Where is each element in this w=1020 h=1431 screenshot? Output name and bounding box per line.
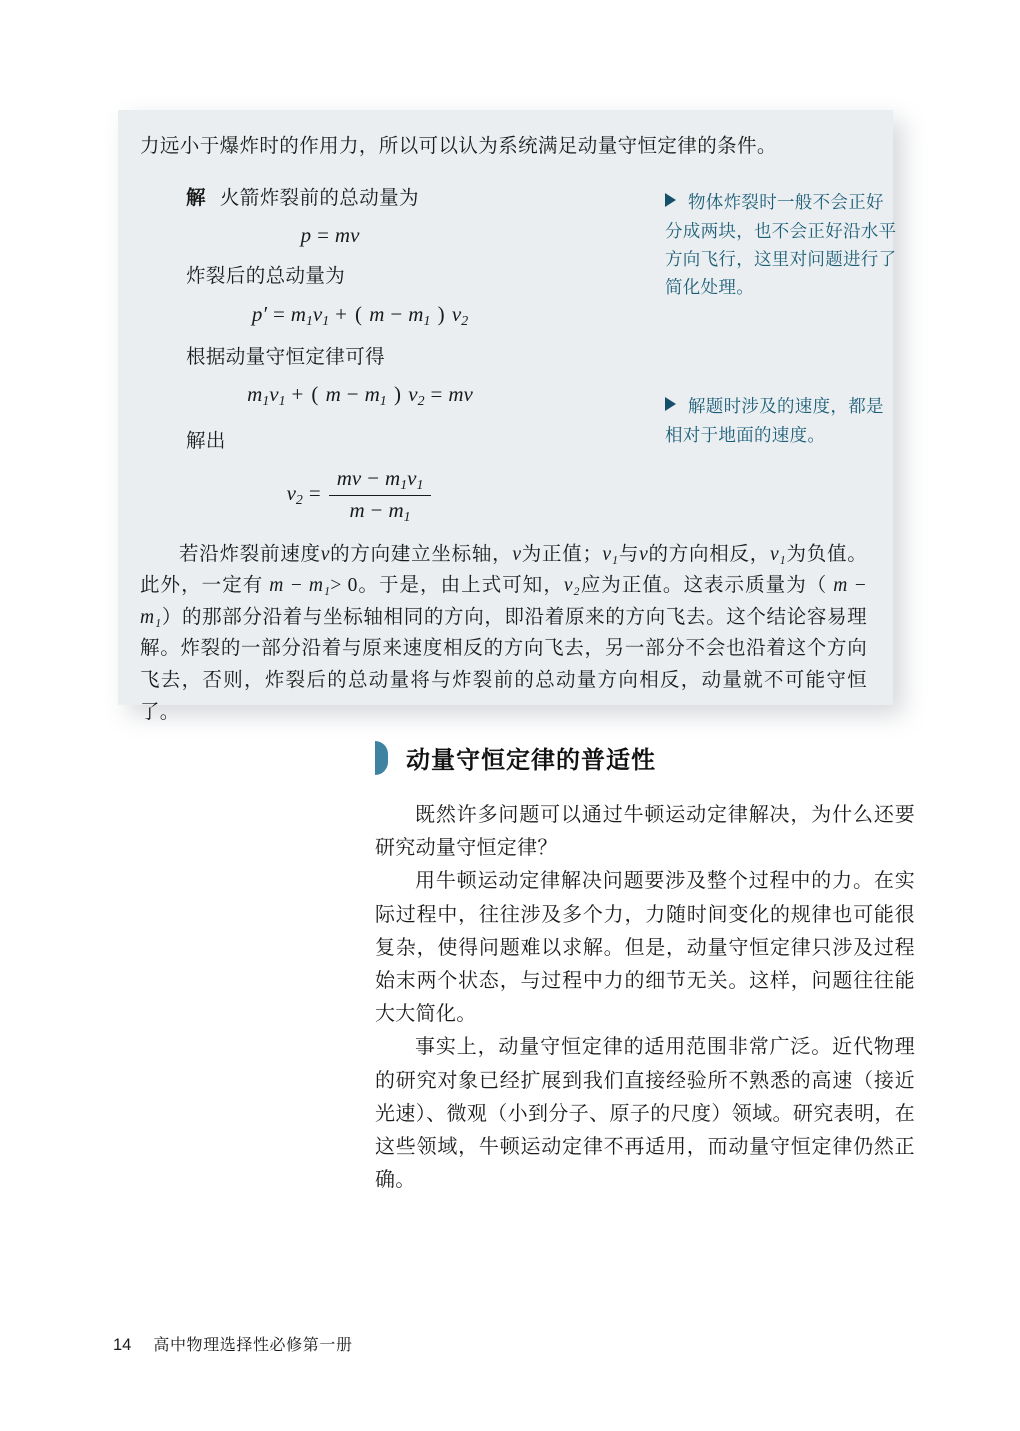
section-body	[375, 799, 915, 1197]
equation-1: p = mv	[300, 223, 360, 248]
solution-tag: 解	[186, 188, 206, 210]
section-paragraph-2: 用牛顿运动定律解决问题要涉及整个过程中的力。在实际过程中，往往涉及多个力，力随时间变化的规律也可能很复杂，使得问题难以求解。但是，动量守恒定律只涉及过程始末两个状态，与过程中力的细节无关。这样，问题往往能大大简化。	[375, 870, 915, 1026]
equation-4: $v_2$ = $\frac{mv - m_1v_1}{m - m_1}$	[140, 466, 640, 525]
lead-line: 力远小于爆炸时的作用力，所以可以认为系统满足动量守恒定律的条件。	[140, 136, 777, 157]
solution-text-1: 火箭炸裂前的总动量为	[219, 188, 419, 210]
section-heading-text: 动量守恒定律的普适性	[406, 747, 656, 774]
section-universality	[375, 740, 915, 1197]
solution-and-notes	[140, 184, 897, 525]
section-heading	[375, 740, 915, 775]
discussion-paragraph	[140, 539, 867, 728]
page-number: 14	[113, 1336, 132, 1354]
fraction-denominator: $m - m_1$	[349, 497, 411, 524]
triangle-right-icon	[665, 397, 676, 411]
solution-line-3: 根据动量守恒定律可得	[186, 346, 386, 368]
para-part-4: 与	[618, 543, 640, 565]
para-part-2: 的方向建立坐标轴，	[329, 543, 513, 565]
var-v-c: v	[639, 543, 649, 565]
equation-2: $p' = m_1v_1$ + ( $m - m_1$ ) $v_2$	[251, 301, 469, 328]
solution-line-4: 解出	[186, 430, 226, 452]
section-paragraph-3: 事实上，动量守恒定律的适用范围非常广泛。近代物理的研究对象已经扩展到我们直接经验所不熟悉的高速（接近光速）、微观（小到分子、原子的尺度）领域。研究表明，在这些领域，牛顿运动定律不再适用，而动量守恒定律仍然正确。	[375, 1036, 915, 1192]
triangle-right-icon	[665, 193, 676, 207]
page-footer	[113, 1332, 353, 1355]
margin-note-1	[665, 188, 897, 301]
para-part-9: ）的那部分沿着与坐标轴相同的方向，即沿着原来的方向飞去。这个结论容易理解。炸裂的一部分沿着与原来速度相反的方向飞去，另一部分不会也沿着这个方向飞去，否则，炸裂后的总动量将与炸裂前的总动量方向相反，动量就不可能守恒了。	[140, 606, 867, 723]
equation-3: $m_1v_1$ + ( $m - m_1$ ) $v_2$ = mv	[247, 381, 473, 408]
margin-note-2	[665, 392, 897, 449]
var-m-minus-m1-b: m − m₁	[140, 575, 867, 628]
section-paragraph-1: 既然许多问题可以通过牛顿运动定律解决，为什么还要研究动量守恒定律？	[375, 804, 915, 860]
fraction-numerator: mv − $m_1v_1$	[329, 466, 432, 496]
para-part-6: 为负值。此外，一定有	[140, 543, 867, 597]
para-part-8: 应为正值。这表示质量为（	[579, 575, 834, 597]
solution-column	[140, 184, 640, 525]
var-v2: v₂	[563, 575, 580, 597]
para-part-1: 若沿炸裂前速度	[179, 543, 321, 565]
var-m-minus-m1-a: m − m₁	[269, 575, 331, 597]
section-marker-icon	[375, 741, 388, 775]
var-v-a: v	[320, 543, 330, 565]
para-part-5: 的方向相反，	[648, 543, 770, 565]
example-solution-box	[118, 110, 897, 723]
book-title: 高中物理选择性必修第一册	[153, 1337, 353, 1354]
var-v-b: v	[512, 543, 522, 565]
solution-line-2: 炸裂后的总动量为	[186, 266, 346, 288]
para-part-7: > 0。于是，由上式可知，	[330, 575, 564, 597]
solution-line-1	[140, 184, 640, 213]
margin-note-1-text: 物体炸裂时一般不会正好分成两块，也不会正好沿水平方向飞行，这里对问题进行了简化处理。	[665, 192, 897, 298]
var-v1-b: v₁	[769, 543, 787, 565]
var-v1-a: v₁	[602, 543, 619, 565]
margin-note-2-text: 解题时涉及的速度，都是相对于地面的速度。	[665, 396, 884, 445]
fraction-v2	[329, 466, 432, 525]
para-part-3: 为正值；	[521, 543, 603, 565]
